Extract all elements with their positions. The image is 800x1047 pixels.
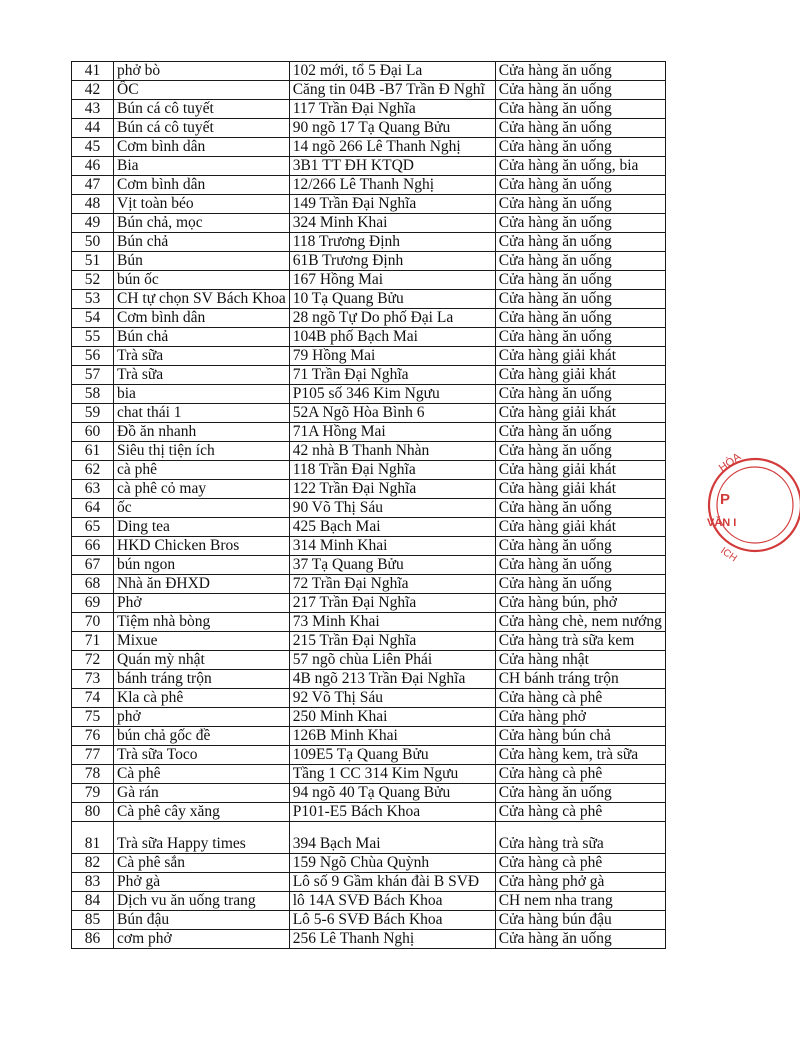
business-type: Cửa hàng ăn uống xyxy=(495,556,665,575)
svg-text:P: P xyxy=(720,491,731,508)
business-address: Căng tin 04B -B7 Trần Đ Nghĩ xyxy=(289,81,495,100)
row-number: 70 xyxy=(72,613,114,632)
row-number: 63 xyxy=(72,480,114,499)
business-name: ốc xyxy=(114,499,290,518)
row-number: 55 xyxy=(72,328,114,347)
business-address: 167 Hồng Mai xyxy=(289,271,495,290)
row-number: 46 xyxy=(72,157,114,176)
business-address: 102 mới, tổ 5 Đại La xyxy=(289,62,495,81)
business-type: Cửa hàng cà phê xyxy=(495,689,665,708)
row-number: 59 xyxy=(72,404,114,423)
business-type: Cửa hàng ăn uống xyxy=(495,442,665,461)
row-number: 69 xyxy=(72,594,114,613)
business-name: Cà phê xyxy=(114,765,290,784)
business-name: Đồ ăn nhanh xyxy=(114,423,290,442)
business-address: 256 Lê Thanh Nghị xyxy=(289,930,495,949)
business-type: Cửa hàng giải khát xyxy=(495,366,665,385)
business-name: Trà sữa Toco xyxy=(114,746,290,765)
table-row xyxy=(72,119,666,138)
row-number: 86 xyxy=(72,930,114,949)
business-name: Mixue xyxy=(114,632,290,651)
row-number: 80 xyxy=(72,803,114,822)
business-type: Cửa hàng ăn uống xyxy=(495,81,665,100)
business-name: Gà rán xyxy=(114,784,290,803)
table-row xyxy=(72,537,666,556)
business-name: Trà sữa xyxy=(114,366,290,385)
table-row xyxy=(72,81,666,100)
business-name: cà phê xyxy=(114,461,290,480)
business-address: P105 số 346 Kim Ngưu xyxy=(289,385,495,404)
business-address: 314 Minh Khai xyxy=(289,537,495,556)
business-name: bún ốc xyxy=(114,271,290,290)
business-address: 73 Minh Khai xyxy=(289,613,495,632)
table-row xyxy=(72,309,666,328)
business-type: Cửa hàng cà phê xyxy=(495,765,665,784)
business-type: Cửa hàng ăn uống xyxy=(495,176,665,195)
table-row xyxy=(72,670,666,689)
business-address: 109E5 Tạ Quang Bửu xyxy=(289,746,495,765)
table-row xyxy=(72,214,666,233)
business-address: 61B Trương Định xyxy=(289,252,495,271)
business-name: Kla cà phê xyxy=(114,689,290,708)
table-row xyxy=(72,480,666,499)
table-row xyxy=(72,423,666,442)
business-address: 104B phố Bạch Mai xyxy=(289,328,495,347)
row-number: 49 xyxy=(72,214,114,233)
business-address: 52A Ngõ Hòa Bình 6 xyxy=(289,404,495,423)
row-number: 58 xyxy=(72,385,114,404)
table-row xyxy=(72,347,666,366)
business-type: Cửa hàng cà phê xyxy=(495,803,665,822)
business-type: Cửa hàng phở gà xyxy=(495,873,665,892)
business-type: CH nem nha trang xyxy=(495,892,665,911)
table-row xyxy=(72,575,666,594)
table-row xyxy=(72,385,666,404)
business-type: Cửa hàng ăn uống xyxy=(495,328,665,347)
table-row xyxy=(72,689,666,708)
row-number: 61 xyxy=(72,442,114,461)
business-type: Cửa hàng bún chả xyxy=(495,727,665,746)
business-address: lô 14A SVĐ Bách Khoa xyxy=(289,892,495,911)
table-row xyxy=(72,873,666,892)
business-type: Cửa hàng ăn uống xyxy=(495,214,665,233)
business-name: Trà sữa Happy times xyxy=(114,822,290,854)
business-type: Cửa hàng ăn uống xyxy=(495,385,665,404)
business-type: CH bánh tráng trộn xyxy=(495,670,665,689)
row-number: 54 xyxy=(72,309,114,328)
business-name: Cà phê sắn xyxy=(114,854,290,873)
table-row xyxy=(72,404,666,423)
table-row xyxy=(72,366,666,385)
row-number: 48 xyxy=(72,195,114,214)
business-address: Tầng 1 CC 314 Kim Ngưu xyxy=(289,765,495,784)
row-number: 82 xyxy=(72,854,114,873)
business-type: Cửa hàng bún đậu xyxy=(495,911,665,930)
business-type: Cửa hàng ăn uống xyxy=(495,309,665,328)
table-row xyxy=(72,854,666,873)
row-number: 53 xyxy=(72,290,114,309)
table-row xyxy=(72,100,666,119)
business-type: Cửa hàng kem, trà sữa xyxy=(495,746,665,765)
table-row xyxy=(72,613,666,632)
table-row xyxy=(72,892,666,911)
business-address: 92 Võ Thị Sáu xyxy=(289,689,495,708)
row-number: 77 xyxy=(72,746,114,765)
business-name: bia xyxy=(114,385,290,404)
svg-text:HÒA: HÒA xyxy=(716,450,744,475)
business-type: Cửa hàng ăn uống xyxy=(495,138,665,157)
business-name: Bún xyxy=(114,252,290,271)
row-number: 74 xyxy=(72,689,114,708)
table-row xyxy=(72,176,666,195)
table-body xyxy=(72,62,666,949)
row-number: 73 xyxy=(72,670,114,689)
business-address: 10 Tạ Quang Bửu xyxy=(289,290,495,309)
business-type: Cửa hàng cà phê xyxy=(495,854,665,873)
row-number: 64 xyxy=(72,499,114,518)
table-row xyxy=(72,195,666,214)
business-address: 3B1 TT ĐH KTQD xyxy=(289,157,495,176)
table-row xyxy=(72,328,666,347)
business-type: Cửa hàng phở xyxy=(495,708,665,727)
row-number: 71 xyxy=(72,632,114,651)
red-seal-stamp xyxy=(700,440,800,570)
table-row xyxy=(72,233,666,252)
business-address: 425 Bạch Mai xyxy=(289,518,495,537)
business-type: Cửa hàng ăn uống xyxy=(495,537,665,556)
table-row xyxy=(72,822,666,854)
table-row xyxy=(72,594,666,613)
business-address: 94 ngõ 40 Tạ Quang Bửu xyxy=(289,784,495,803)
row-number: 62 xyxy=(72,461,114,480)
business-type: Cửa hàng ăn uống, bia xyxy=(495,157,665,176)
business-name: phở bò xyxy=(114,62,290,81)
row-number: 78 xyxy=(72,765,114,784)
row-number: 72 xyxy=(72,651,114,670)
business-name: ỐC xyxy=(114,81,290,100)
row-number: 79 xyxy=(72,784,114,803)
business-name: bún ngon xyxy=(114,556,290,575)
row-number: 76 xyxy=(72,727,114,746)
business-name: Bún chả, mọc xyxy=(114,214,290,233)
row-number: 60 xyxy=(72,423,114,442)
business-type: Cửa hàng trà sữa xyxy=(495,822,665,854)
business-name: Bún đậu xyxy=(114,911,290,930)
business-name: Phở xyxy=(114,594,290,613)
business-list-table xyxy=(71,61,666,949)
business-name: Cà phê cây xăng xyxy=(114,803,290,822)
business-name: Bún chả xyxy=(114,328,290,347)
row-number: 41 xyxy=(72,62,114,81)
row-number: 75 xyxy=(72,708,114,727)
row-number: 56 xyxy=(72,347,114,366)
row-number: 44 xyxy=(72,119,114,138)
business-address: 72 Trần Đại Nghĩa xyxy=(289,575,495,594)
business-type: Cửa hàng ăn uống xyxy=(495,233,665,252)
business-type: Cửa hàng ăn uống xyxy=(495,195,665,214)
row-number: 47 xyxy=(72,176,114,195)
business-address: 159 Ngõ Chùa Quỳnh xyxy=(289,854,495,873)
business-name: HKD Chicken Bros xyxy=(114,537,290,556)
business-type: Cửa hàng trà sữa kem xyxy=(495,632,665,651)
business-address: 217 Trần Đại Nghĩa xyxy=(289,594,495,613)
business-address: 37 Tạ Quang Bửu xyxy=(289,556,495,575)
business-name: Bún chả xyxy=(114,233,290,252)
table-row xyxy=(72,746,666,765)
row-number: 50 xyxy=(72,233,114,252)
business-type: Cửa hàng ăn uống xyxy=(495,252,665,271)
business-name: Phở gà xyxy=(114,873,290,892)
business-type: Cửa hàng ăn uống xyxy=(495,784,665,803)
business-type: Cửa hàng giải khát xyxy=(495,518,665,537)
business-name: bánh tráng trộn xyxy=(114,670,290,689)
business-name: Bia xyxy=(114,157,290,176)
table-row xyxy=(72,632,666,651)
business-type: Cửa hàng giải khát xyxy=(495,404,665,423)
table-row xyxy=(72,461,666,480)
row-number: 51 xyxy=(72,252,114,271)
business-address: Lô số 9 Gầm khán đài B SVĐ xyxy=(289,873,495,892)
business-name: Bún cá cô tuyết xyxy=(114,100,290,119)
business-address: 149 Trần Đại Nghĩa xyxy=(289,195,495,214)
table-row xyxy=(72,765,666,784)
business-name: Siêu thị tiện ích xyxy=(114,442,290,461)
business-name: Nhà ăn ĐHXD xyxy=(114,575,290,594)
business-name: Dịch vu ăn uống trang xyxy=(114,892,290,911)
table-row xyxy=(72,442,666,461)
row-number: 42 xyxy=(72,81,114,100)
business-type: Cửa hàng nhật xyxy=(495,651,665,670)
business-type: Cửa hàng ăn uống xyxy=(495,119,665,138)
business-name: Tiệm nhà bòng xyxy=(114,613,290,632)
row-number: 43 xyxy=(72,100,114,119)
business-name: Trà sữa xyxy=(114,347,290,366)
business-address: 117 Trần Đại Nghĩa xyxy=(289,100,495,119)
business-type: Cửa hàng ăn uống xyxy=(495,62,665,81)
row-number: 68 xyxy=(72,575,114,594)
row-number: 81 xyxy=(72,822,114,854)
row-number: 57 xyxy=(72,366,114,385)
table-row xyxy=(72,62,666,81)
table-row xyxy=(72,803,666,822)
table-row xyxy=(72,930,666,949)
table-row xyxy=(72,271,666,290)
business-address: 12/266 Lê Thanh Nghị xyxy=(289,176,495,195)
business-address: 90 Võ Thị Sáu xyxy=(289,499,495,518)
business-name: Vịt toàn béo xyxy=(114,195,290,214)
business-type: Cửa hàng bún, phở xyxy=(495,594,665,613)
business-name: Bún cá cô tuyết xyxy=(114,119,290,138)
business-type: Cửa hàng giải khát xyxy=(495,347,665,366)
business-type: Cửa hàng chè, nem nướng xyxy=(495,613,665,632)
business-type: Cửa hàng giải khát xyxy=(495,461,665,480)
business-name: Ding tea xyxy=(114,518,290,537)
business-name: phở xyxy=(114,708,290,727)
business-address: 118 Trần Đại Nghĩa xyxy=(289,461,495,480)
business-address: 57 ngõ chùa Liên Phái xyxy=(289,651,495,670)
table-row xyxy=(72,727,666,746)
business-type: Cửa hàng ăn uống xyxy=(495,271,665,290)
business-name: Cơm bình dân xyxy=(114,309,290,328)
row-number: 85 xyxy=(72,911,114,930)
table-row xyxy=(72,138,666,157)
business-name: CH tự chọn SV Bách Khoa xyxy=(114,290,290,309)
business-address: 79 Hồng Mai xyxy=(289,347,495,366)
business-address: 90 ngõ 17 Tạ Quang Bửu xyxy=(289,119,495,138)
business-address: 250 Minh Khai xyxy=(289,708,495,727)
business-name: chat thái 1 xyxy=(114,404,290,423)
row-number: 84 xyxy=(72,892,114,911)
business-address: Lô 5-6 SVĐ Bách Khoa xyxy=(289,911,495,930)
business-name: Cơm bình dân xyxy=(114,138,290,157)
row-number: 83 xyxy=(72,873,114,892)
business-name: Quán mỳ nhật xyxy=(114,651,290,670)
business-address: 42 nhà B Thanh Nhàn xyxy=(289,442,495,461)
business-address: 71A Hồng Mai xyxy=(289,423,495,442)
business-type: Cửa hàng ăn uống xyxy=(495,423,665,442)
business-address: 394 Bạch Mai xyxy=(289,822,495,854)
table-row xyxy=(72,252,666,271)
business-address: 28 ngõ Tự Do phố Đại La xyxy=(289,309,495,328)
business-address: 122 Trần Đại Nghĩa xyxy=(289,480,495,499)
table-row xyxy=(72,911,666,930)
table-row xyxy=(72,651,666,670)
svg-text:VĂN I: VĂN I xyxy=(707,517,737,529)
business-name: cơm phở xyxy=(114,930,290,949)
row-number: 65 xyxy=(72,518,114,537)
business-address: 118 Trương Định xyxy=(289,233,495,252)
business-type: Cửa hàng ăn uống xyxy=(495,290,665,309)
business-name: cà phê cỏ may xyxy=(114,480,290,499)
business-name: Cơm bình dân xyxy=(114,176,290,195)
row-number: 67 xyxy=(72,556,114,575)
business-address: 126B Minh Khai xyxy=(289,727,495,746)
row-number: 66 xyxy=(72,537,114,556)
table-row xyxy=(72,784,666,803)
table-row xyxy=(72,157,666,176)
table-row xyxy=(72,556,666,575)
row-number: 52 xyxy=(72,271,114,290)
table-row xyxy=(72,518,666,537)
svg-text:ICH: ICH xyxy=(718,545,739,565)
business-address: 71 Trần Đại Nghĩa xyxy=(289,366,495,385)
table-row xyxy=(72,499,666,518)
business-address: 4B ngõ 213 Trần Đại Nghĩa xyxy=(289,670,495,689)
business-address: 14 ngõ 266 Lê Thanh Nghị xyxy=(289,138,495,157)
table-row xyxy=(72,290,666,309)
table-row xyxy=(72,708,666,727)
business-address: 324 Minh Khai xyxy=(289,214,495,233)
row-number: 45 xyxy=(72,138,114,157)
business-type: Cửa hàng ăn uống xyxy=(495,100,665,119)
business-type: Cửa hàng giải khát xyxy=(495,480,665,499)
business-type: Cửa hàng ăn uống xyxy=(495,499,665,518)
business-address: 215 Trần Đại Nghĩa xyxy=(289,632,495,651)
business-type: Cửa hàng ăn uống xyxy=(495,930,665,949)
business-address: P101-E5 Bách Khoa xyxy=(289,803,495,822)
business-type: Cửa hàng ăn uống xyxy=(495,575,665,594)
business-name: bún chả gốc đề xyxy=(114,727,290,746)
